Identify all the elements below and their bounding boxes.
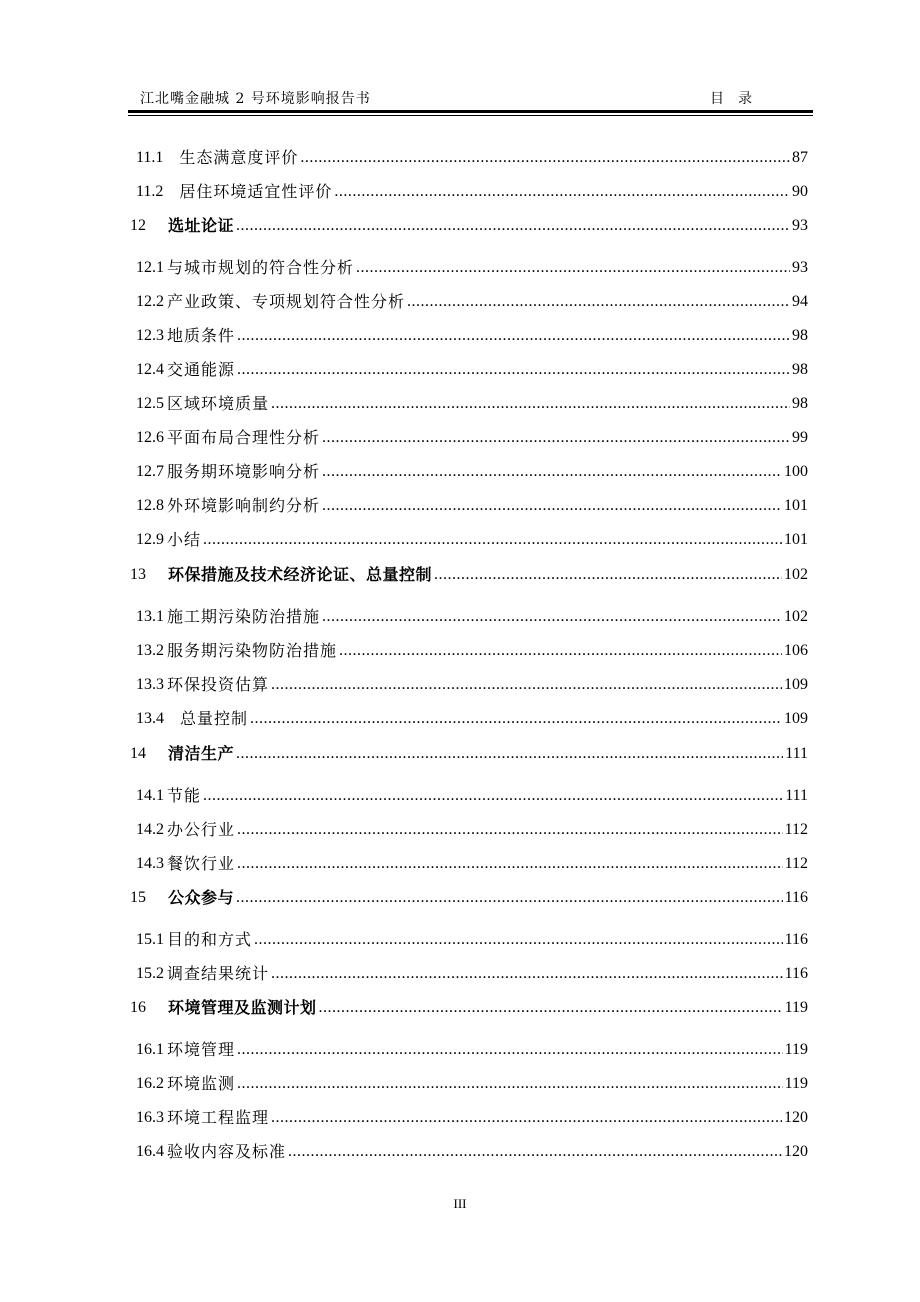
toc-dot-leader <box>236 886 783 910</box>
toc-dot-leader <box>407 290 790 314</box>
toc-entry-number: 12 <box>130 217 146 234</box>
toc-dot-leader <box>288 1140 782 1164</box>
toc-dot-leader <box>300 146 790 170</box>
toc-entry[interactable] <box>136 928 808 952</box>
toc-entry-page: 109 <box>784 676 808 693</box>
toc-entry-page: 100 <box>784 463 808 480</box>
toc-entry[interactable] <box>136 290 808 314</box>
toc-entry-title: 公众参与 <box>168 888 235 907</box>
toc-entry[interactable] <box>136 818 808 842</box>
toc-entry[interactable] <box>136 180 808 204</box>
toc-dot-leader <box>237 1038 783 1062</box>
toc-dot-leader <box>203 528 782 552</box>
toc-entry-number: 11.2 <box>136 183 164 200</box>
toc-entry-page: 98 <box>792 395 808 412</box>
toc-dot-leader <box>339 639 782 663</box>
toc-entry-page: 90 <box>792 183 808 200</box>
toc-entry-title: 产业政策、专项规划符合性分析 <box>167 292 406 311</box>
toc-entry-number: 12.7 <box>136 463 164 480</box>
toc-entry-page: 101 <box>784 497 808 514</box>
toc-entry-title: 服务期污染物防治措施 <box>167 641 338 660</box>
toc-entry-title: 服务期环境影响分析 <box>167 462 321 481</box>
toc-entry-number: 16.4 <box>136 1143 164 1160</box>
toc-entry-number: 16 <box>130 999 146 1016</box>
toc-entry-page: 109 <box>784 710 808 727</box>
section-title: 目录 <box>710 91 766 107</box>
toc-entry[interactable] <box>136 605 808 629</box>
toc-dot-leader <box>236 742 783 766</box>
toc-entry[interactable] <box>136 962 808 986</box>
toc-entry-number: 13.4 <box>136 710 164 727</box>
toc-entry-title: 办公行业 <box>167 820 236 839</box>
toc-entry-page: 119 <box>784 1075 808 1092</box>
toc-entry-title: 与城市规划的符合性分析 <box>167 258 355 277</box>
toc-entry-page: 101 <box>784 531 808 548</box>
toc-entry-number: 14.2 <box>136 821 164 838</box>
document-title: 江北嘴金融城 2 号环境影响报告书 <box>140 91 371 107</box>
toc-entry[interactable] <box>130 742 808 766</box>
toc-entry[interactable] <box>136 784 808 808</box>
toc-entry-number: 12.9 <box>136 531 164 548</box>
toc-dot-leader <box>322 605 782 629</box>
toc-entry-number: 16.3 <box>136 1109 164 1126</box>
toc-dot-leader <box>237 852 783 876</box>
toc-entry-title: 环境管理 <box>167 1040 236 1059</box>
toc-entry-title: 验收内容及标准 <box>167 1142 287 1161</box>
toc-dot-leader <box>237 1072 783 1096</box>
toc-entry-page: 119 <box>784 1041 808 1058</box>
toc-entry-number: 11.1 <box>136 149 164 166</box>
toc-entry-number: 15.2 <box>136 965 164 982</box>
toc-entry-number: 16.1 <box>136 1041 164 1058</box>
toc-entry-page: 120 <box>784 1109 808 1126</box>
toc-dot-leader <box>237 818 783 842</box>
toc-entry-number: 12.6 <box>136 429 164 446</box>
toc-dot-leader <box>271 962 783 986</box>
toc-entry[interactable] <box>136 324 808 348</box>
toc-entry[interactable] <box>130 886 808 910</box>
toc-entry-page: 106 <box>784 642 808 659</box>
toc-entry-title: 环保投资估算 <box>167 675 270 694</box>
toc-entry-number: 12.5 <box>136 395 164 412</box>
toc-entry-number: 13.1 <box>136 608 164 625</box>
toc-entry-page: 111 <box>785 787 808 804</box>
toc-entry-title: 环境管理及监测计划 <box>168 998 317 1017</box>
toc-entry-number: 14.1 <box>136 787 164 804</box>
toc-entry-page: 98 <box>792 361 808 378</box>
toc-entry-number: 12.8 <box>136 497 164 514</box>
toc-entry-title: 地质条件 <box>167 326 236 345</box>
toc-entry-title: 外环境影响制约分析 <box>167 496 321 515</box>
toc-entry-title: 居住环境适宜性评价 <box>179 182 333 201</box>
toc-entry-title: 生态满意度评价 <box>179 148 299 167</box>
toc-entry[interactable] <box>136 1106 808 1130</box>
toc-entry-number: 12.1 <box>136 259 164 276</box>
toc-entry-page: 116 <box>784 931 808 948</box>
toc-dot-leader <box>250 707 782 731</box>
toc-entry[interactable] <box>136 852 808 876</box>
toc-entry[interactable] <box>130 563 808 587</box>
toc-entry-title: 交通能源 <box>167 360 236 379</box>
toc-dot-leader <box>434 563 782 587</box>
toc-dot-leader <box>334 180 790 204</box>
toc-entry-page: 94 <box>792 293 808 310</box>
toc-entry-page: 119 <box>784 999 808 1016</box>
toc-dot-leader <box>237 324 790 348</box>
toc-entry[interactable] <box>136 426 808 450</box>
toc-entry-number: 14.3 <box>136 855 164 872</box>
toc-entry[interactable] <box>136 1038 808 1062</box>
toc-entry-title: 区域环境质量 <box>167 394 270 413</box>
toc-entry[interactable] <box>136 256 808 280</box>
toc-dot-leader <box>356 256 790 280</box>
toc-entry-page: 87 <box>792 149 808 166</box>
toc-entry-page: 93 <box>792 217 808 234</box>
toc-entry-title: 环境监测 <box>167 1074 236 1093</box>
toc-entry-title: 总量控制 <box>180 709 249 728</box>
toc-entry[interactable] <box>136 460 808 484</box>
toc-entry-title: 环保措施及技术经济论证、总量控制 <box>168 565 433 584</box>
toc-entry-title: 目的和方式 <box>167 930 253 949</box>
toc-entry-title: 选址论证 <box>168 216 235 235</box>
toc-entry-page: 116 <box>784 889 808 906</box>
toc-entry[interactable] <box>136 494 808 518</box>
toc-entry-page: 102 <box>784 566 808 583</box>
toc-entry[interactable] <box>136 707 808 731</box>
toc-entry-page: 112 <box>784 855 808 872</box>
toc-entry-number: 13.2 <box>136 642 164 659</box>
toc-entry[interactable] <box>136 673 808 697</box>
toc-entry-number: 13.3 <box>136 676 164 693</box>
toc-entry[interactable] <box>136 528 808 552</box>
toc-entry-page: 120 <box>784 1143 808 1160</box>
toc-entry-number: 12.4 <box>136 361 164 378</box>
toc-entry-number: 12.2 <box>136 293 164 310</box>
toc-entry-page: 102 <box>784 608 808 625</box>
toc-entry-page: 93 <box>792 259 808 276</box>
toc-dot-leader <box>271 1106 782 1130</box>
toc-dot-leader <box>237 358 790 382</box>
toc-entry[interactable] <box>136 1072 808 1096</box>
toc-dot-leader <box>236 214 790 238</box>
toc-dot-leader <box>271 392 790 416</box>
toc-entry-number: 15.1 <box>136 931 164 948</box>
toc-entry-title: 清洁生产 <box>168 744 235 763</box>
toc-dot-leader <box>322 494 782 518</box>
toc-entry[interactable] <box>130 214 808 238</box>
toc-entry-page: 98 <box>792 327 808 344</box>
toc-entry[interactable] <box>130 996 808 1020</box>
toc-entry-number: 15 <box>130 889 146 906</box>
toc-entry[interactable] <box>136 358 808 382</box>
toc-entry-title: 施工期污染防治措施 <box>167 607 321 626</box>
toc-dot-leader <box>271 673 782 697</box>
toc-entry-number: 12.3 <box>136 327 164 344</box>
toc-entry[interactable] <box>136 392 808 416</box>
toc-entry-page: 111 <box>785 745 808 762</box>
toc-entry[interactable] <box>136 639 808 663</box>
toc-dot-leader <box>322 460 782 484</box>
toc-entry-number: 14 <box>130 745 146 762</box>
toc-entry-page: 116 <box>784 965 808 982</box>
toc-dot-leader <box>319 996 783 1020</box>
toc-entry-title: 环境工程监理 <box>167 1108 270 1127</box>
toc-entry[interactable] <box>136 1140 808 1164</box>
toc-dot-leader <box>322 426 790 450</box>
toc-entry[interactable] <box>136 146 808 170</box>
toc-entry-title: 餐饮行业 <box>167 854 236 873</box>
toc-dot-leader <box>203 784 783 808</box>
toc-entry-page: 99 <box>792 429 808 446</box>
page-number: III <box>453 1196 467 1211</box>
toc-entry-number: 16.2 <box>136 1075 164 1092</box>
toc-entry-title: 小结 <box>167 530 202 549</box>
toc-entry-title: 平面布局合理性分析 <box>167 428 321 447</box>
toc-dot-leader <box>254 928 783 952</box>
toc-entry-number: 13 <box>130 566 146 583</box>
toc-entry-title: 调查结果统计 <box>167 964 270 983</box>
toc-entry-page: 112 <box>784 821 808 838</box>
toc-entry-title: 节能 <box>167 786 202 805</box>
